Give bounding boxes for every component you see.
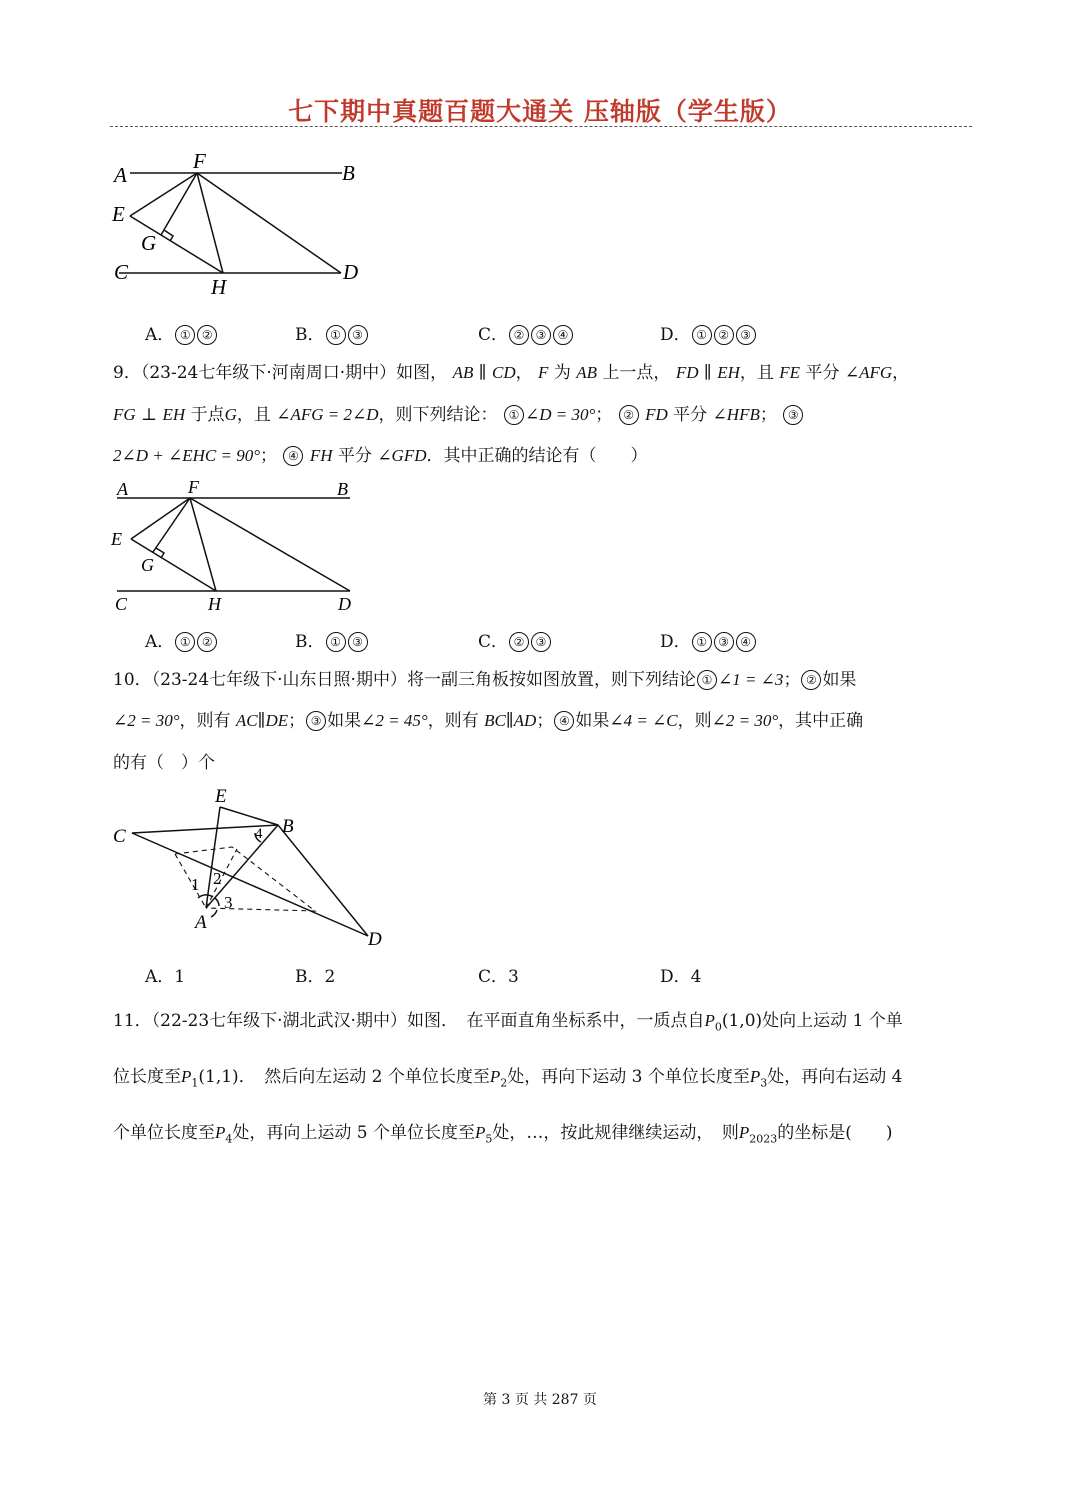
q9-line-1: 9．（23-24七年级下·河南周口·期中）如图， AB ∥ CD， F 为 AB 上一点， FD ∥ EH，且 FE 平分 ∠AFG， (113, 363, 910, 383)
q8-option-d[interactable]: D． ① ② ③ (660, 320, 757, 345)
q9-line-2: FG ⊥ EH 于点G，且 ∠AFG = 2∠D，则下列结论： ① ∠D = 30°； ② FD 平分 ∠HFB； ③ (113, 404, 804, 426)
fig8-label-H: H (211, 275, 227, 299)
fig10-label-C: C (113, 826, 126, 847)
q10-line-3: 的有（ ）个 (113, 753, 215, 773)
fig10-label-B: B (282, 816, 294, 837)
q11-line-3: 个单位长度至$P_4$处，再向上运动 5 个单位长度至$P_5$处，…，按此规律继续运动， 则$P_{2023}$的坐标是( ) (113, 1123, 893, 1146)
q8-figure (105, 148, 375, 300)
fig10-label-E: E (215, 786, 227, 807)
fig8-label-E: E (112, 202, 125, 226)
fig9-label-G: G (141, 555, 154, 575)
fig9-label-C: C (115, 594, 128, 614)
fig8-label-C: C (114, 260, 129, 284)
fig8-label-A: A (114, 163, 127, 187)
q8-option-c[interactable]: C． ② ③ ④ (478, 320, 574, 345)
header-divider (110, 126, 972, 127)
fig9-label-A: A (117, 479, 128, 499)
q11-line-2: 位长度至$P_1(1,1)$． 然后向左运动 2 个单位长度至$P_2$处，再向下运动 3 个单位长度至$P_3$处，再向右运动 4 (113, 1067, 903, 1090)
fig9-label-B: B (337, 479, 348, 499)
q9-option-d[interactable]: D． ① ③ ④ (660, 627, 757, 652)
q10-figure (105, 780, 395, 952)
fig9-label-D: D (338, 594, 351, 614)
fig10-angle-2: 2 (213, 869, 222, 888)
fig10-angle-3: 3 (224, 893, 233, 912)
fig8-label-G: G (141, 231, 157, 255)
fig8-label-D: D (343, 260, 359, 284)
fig9-label-F: F (188, 477, 199, 497)
fig10-label-A: A (195, 912, 207, 933)
fig8-label-B: B (342, 161, 355, 185)
page-header-title: 七下期中真题百题大通关 压轴版（学生版） (288, 97, 792, 126)
q8-option-a[interactable]: A． ① ② (145, 320, 218, 345)
fig10-label-D: D (368, 929, 382, 950)
q10-option-d[interactable]: D．4 (660, 967, 702, 987)
fig8-label-F: F (193, 149, 206, 173)
fig10-angle-4: 4 (255, 826, 263, 842)
q10-line-2: ∠2 = 30°，则有 AC∥DE； ③ 如果∠2 = 45°，则有 BC∥AD； ④ 如果∠4 = ∠C，则∠2 = 30°，其中正确 (113, 711, 864, 731)
fig9-label-H: H (208, 594, 221, 614)
q10-option-a[interactable]: A．1 (145, 967, 186, 987)
q10-option-c[interactable]: C．3 (478, 967, 519, 987)
q10-option-b[interactable]: B．2 (295, 967, 336, 987)
page-footer: 第 3 页 共 287 页 (483, 1392, 597, 1408)
fig10-angle-1: 1 (191, 875, 200, 894)
q9-line-3: 2∠D + ∠EHC = 90°； ④ FH 平分 ∠GFD．其中正确的结论有（ ） (113, 446, 648, 466)
q11-line-1: 11．（22-23七年级下·湖北武汉·期中）如图． 在平面直角坐标系中，一质点自$P_0(1,0)$处向上运动 1 个单 (113, 1011, 903, 1034)
q9-option-b[interactable]: B． ① ③ (295, 627, 369, 652)
q9-option-c[interactable]: C． ② ③ (478, 627, 552, 652)
q10-line-1: 10．（23-24七年级下·山东日照·期中）将一副三角板按如图放置，则下列结论 ① ∠1 = ∠3； ② 如果 (113, 670, 857, 690)
fig9-label-E: E (111, 529, 122, 549)
q8-option-b[interactable]: B． ① ③ (295, 320, 369, 345)
q9-option-a[interactable]: A． ① ② (145, 627, 218, 652)
q9-figure (105, 475, 375, 620)
